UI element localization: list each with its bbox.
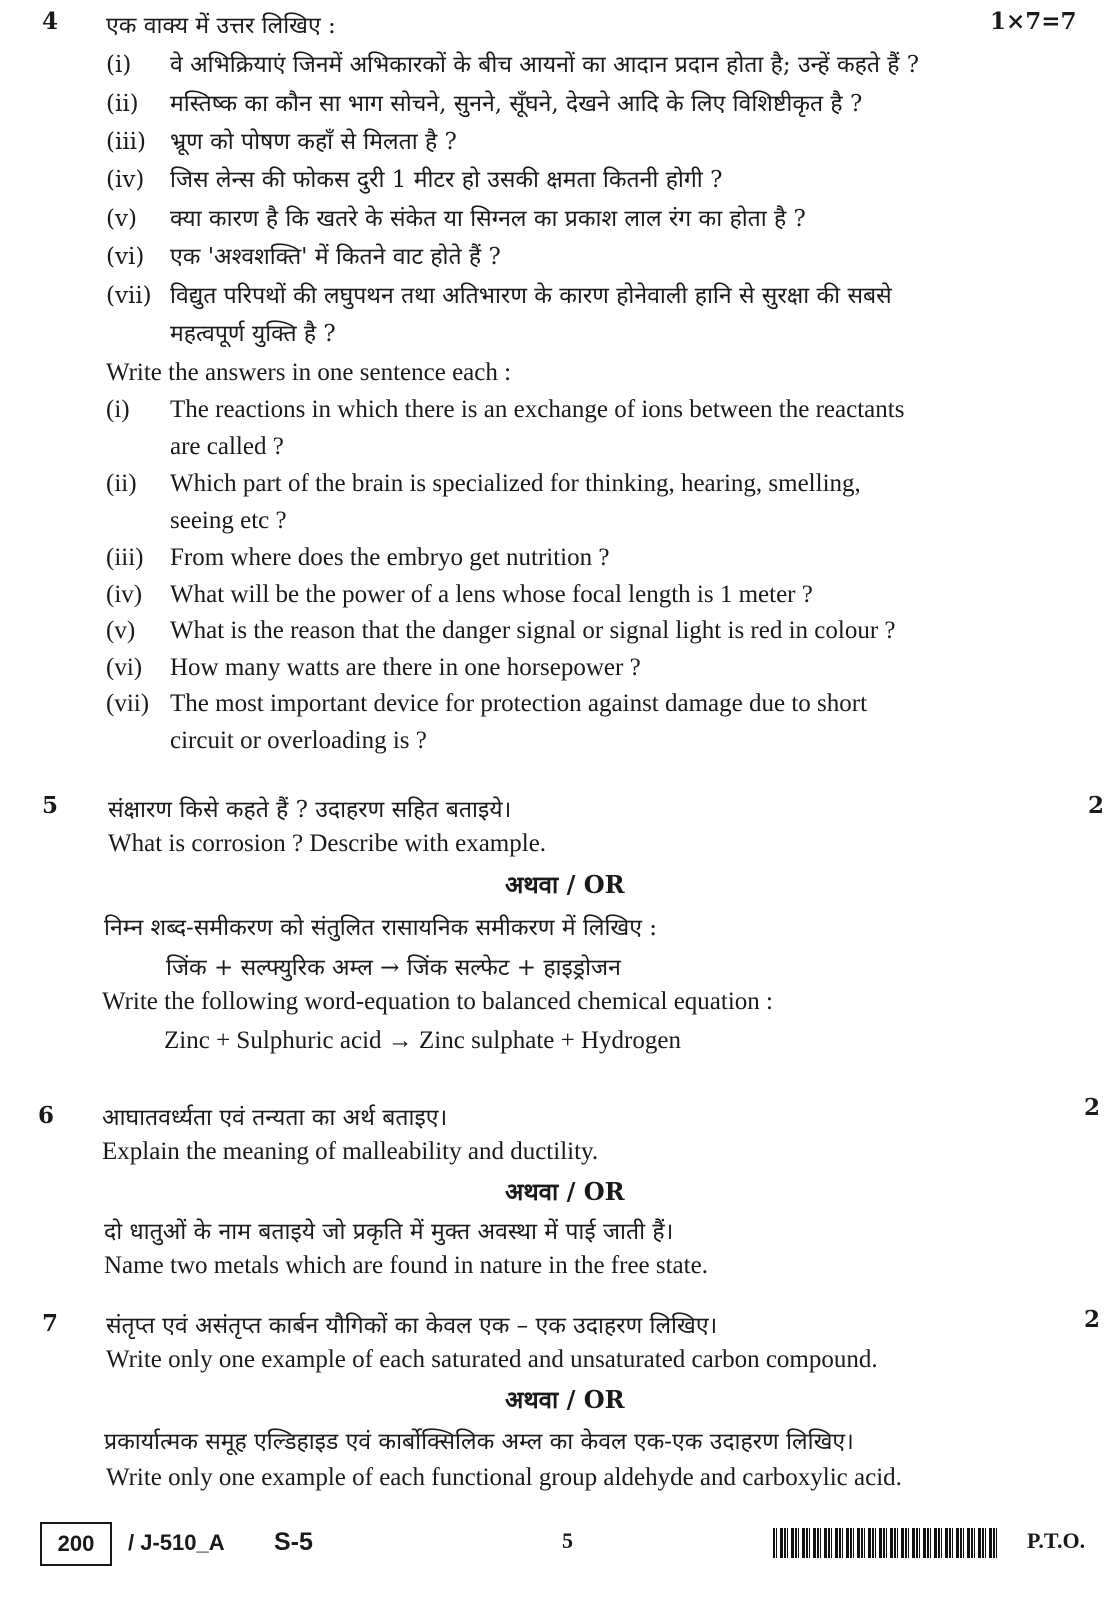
list-item: (iii) भ्रूण को पोषण कहाँ से मिलता है ? — [106, 129, 457, 155]
list-item: (vii) विद्युत परिपथों की लघुपथन तथा अतिभारण के कारण होनेवाली हानि से सुरक्षा की सबसे — [106, 283, 892, 309]
question-7-hindi: संतृप्त एवं असंतृप्त कार्बन यौगिकों का केवल एक – एक उदाहरण लिखिए। — [106, 1313, 718, 1339]
question-6-number: 6 — [38, 1102, 55, 1129]
question-6-alt-english: Name two metals which are found in nature in the free state. — [104, 1252, 708, 1279]
list-item: (i) The reactions in which there is an exchange of ions between the reactants — [106, 396, 905, 423]
list-item: (iv) What will be the power of a lens whose focal length is 1 meter ? — [106, 581, 813, 608]
list-item: (v) What is the reason that the danger signal or signal light is red in colour ? — [106, 617, 896, 644]
question-5-alt-hindi-equation: जिंक + सल्फ्युरिक अम्ल → जिंक सल्फेट + हाइड्रोजन — [166, 955, 621, 981]
question-5-alt-hindi: निम्न शब्द-समीकरण को संतुलित रासायनिक समीकरण में लिखिए : — [104, 915, 658, 941]
question-7-alt-hindi: प्रकार्यात्मक समूह एल्डिहाइड एवं कार्बोक्सिलिक अम्ल का केवल एक-एक उदाहरण लिखिए। — [104, 1429, 854, 1455]
question-6-or: अथवा / OR — [505, 1177, 625, 1206]
list-item: (i) वे अभिक्रियाएं जिनमें अभिकारकों के बीच आयनों का आदान प्रदान होता है; उन्हें कहते हैं ? — [106, 52, 920, 78]
list-item: (ii) मस्तिष्क का कौन सा भाग सोचने, सुनने, सूँघने, देखने आदि के लिए विशिष्टीकृत है ? — [106, 91, 863, 117]
list-item: (vi) How many watts are there in one horsepower ? — [106, 654, 641, 681]
list-item: (vii) The most important device for protection against damage due to short — [106, 690, 868, 717]
list-item-continuation: circuit or overloading is ? — [170, 727, 427, 754]
question-5-marks: 2 — [1088, 792, 1105, 819]
question-4-english-heading: Write the answers in one sentence each : — [106, 359, 512, 386]
barcode-icon — [773, 1528, 999, 1558]
footer-pto: P.T.O. — [1027, 1528, 1086, 1553]
question-7-marks: 2 — [1084, 1306, 1101, 1333]
footer-count-box: 200 — [40, 1522, 112, 1566]
question-6-hindi: आघातवर्ध्यता एवं तन्यता का अर्थ बताइए। — [102, 1105, 448, 1131]
list-item: (v) क्या कारण है कि खतरे के संकेत या सिग्नल का प्रकाश लाल रंग का होता है ? — [106, 206, 806, 232]
question-5-alt-english: Write the following word-equation to balanced chemical equation : — [102, 988, 773, 1015]
question-7-number: 7 — [42, 1310, 59, 1337]
question-6-marks: 2 — [1084, 1094, 1101, 1121]
page-number: 5 — [562, 1528, 573, 1553]
question-5-alt-english-equation: Zinc + Sulphuric acid → Zinc sulphate + Hydrogen — [164, 1027, 681, 1054]
footer-paper-code: / J-510_A — [128, 1530, 225, 1555]
question-6-alt-hindi: दो धातुओं के नाम बताइये जो प्रकृति में मुक्त अवस्था में पाई जाती हैं। — [104, 1219, 674, 1245]
list-item-continuation: are called ? — [170, 433, 284, 460]
question-7-alt-english: Write only one example of each functional group aldehyde and carboxylic acid. — [106, 1464, 902, 1491]
question-4-number: 4 — [42, 8, 59, 35]
question-6-english: Explain the meaning of malleability and ductility. — [102, 1138, 599, 1165]
list-item: (iv) जिस लेन्स की फोकस दुरी 1 मीटर हो उसकी क्षमता कितनी होगी ? — [106, 167, 723, 193]
question-5-english: What is corrosion ? Describe with example. — [108, 830, 547, 857]
question-7-english: Write only one example of each saturated and unsaturated carbon compound. — [106, 1346, 878, 1373]
footer-set: S-5 — [274, 1528, 313, 1556]
list-item: (iii) From where does the embryo get nutrition ? — [106, 544, 610, 571]
list-item: (ii) Which part of the brain is specialized for thinking, hearing, smelling, — [106, 470, 861, 497]
list-item: (vi) एक 'अश्वशक्ति' में कितने वाट होते हैं ? — [106, 244, 501, 270]
question-7-or: अथवा / OR — [505, 1385, 625, 1414]
question-5-hindi: संक्षारण किसे कहते हैं ? उदाहरण सहित बताइये। — [108, 797, 512, 823]
question-5-or: अथवा / OR — [505, 870, 625, 899]
list-item-continuation: महत्वपूर्ण युक्ति है ? — [170, 321, 336, 347]
question-4-marks: 1×7=7 — [990, 8, 1077, 35]
question-4-hindi-heading: एक वाक्य में उत्तर लिखिए : — [106, 13, 336, 39]
question-5-number: 5 — [42, 792, 59, 819]
list-item-continuation: seeing etc ? — [170, 507, 287, 534]
